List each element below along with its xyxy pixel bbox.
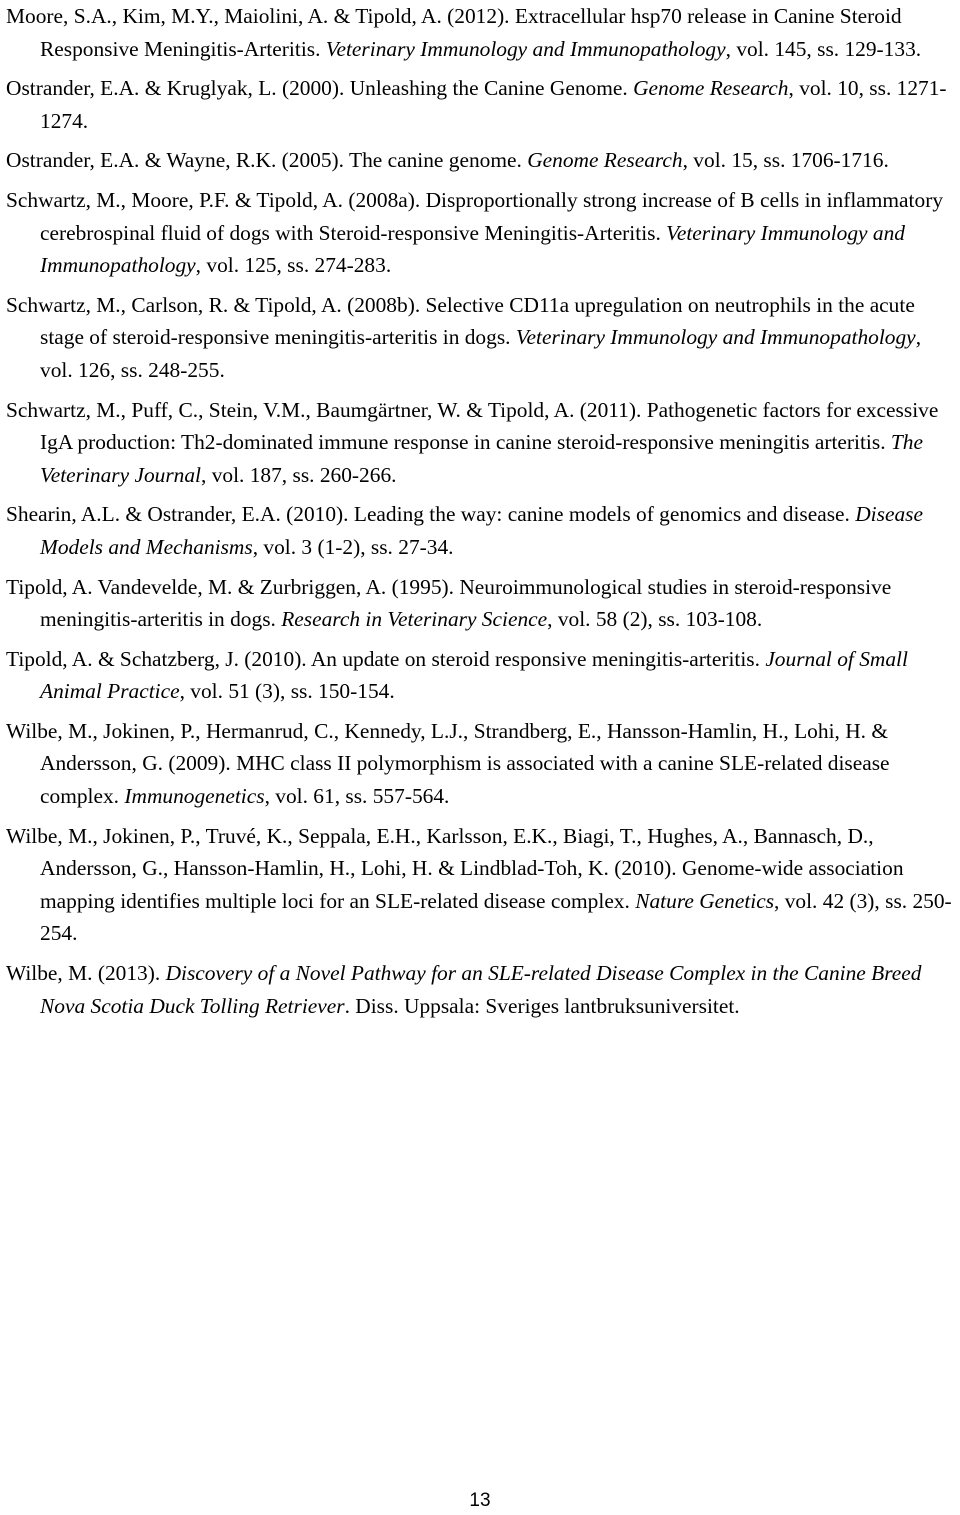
reference-details: , vol. 58 (2), ss. 103-108.	[547, 607, 763, 632]
reference-authors: Schwartz, M., Moore, P.F. & Tipold, A. (2008a).	[6, 187, 421, 212]
reference-authors: Wilbe, M., Jokinen, P., Hermanrud, C., Kennedy, L.J., Strandberg, E., Hansson-Hamlin, H., Lohi, H. & Andersson, G. (2009).	[6, 718, 888, 776]
reference-schwartz-2008a	[6, 184, 952, 282]
reference-authors: Schwartz, M., Carlson, R. & Tipold, A. (2008b).	[6, 292, 421, 317]
reference-title: MHC class II polymorphism is associated with a canine SLE-related disease complex.	[40, 751, 890, 809]
reference-source: Research in Veterinary Science	[281, 607, 548, 632]
reference-moore-2012	[6, 0, 952, 65]
reference-title: Selective CD11a upregulation on neutrophils in the acute stage of steroid-responsive meningitis-arteritis in dogs.	[40, 292, 915, 350]
reference-tipold-1995	[6, 571, 952, 636]
reference-wilbe-2013	[6, 957, 952, 1022]
reference-title: Extracellular hsp70 release in Canine Steroid Responsive Meningitis-Arteritis.	[40, 4, 902, 61]
reference-schwartz-2008b	[6, 289, 952, 387]
reference-authors: Shearin, A.L. & Ostrander, E.A. (2010).	[6, 502, 349, 527]
reference-wilbe-2010	[6, 820, 952, 950]
reference-source: Genome Research	[633, 76, 789, 101]
reference-authors: Schwartz, M., Puff, C., Stein, V.M., Baumgärtner, W. & Tipold, A. (2011).	[6, 397, 642, 422]
reference-ostrander-2000	[6, 72, 952, 137]
reference-source: Veterinary Immunology and Immunopathology	[515, 325, 916, 350]
reference-title: Neuroimmunological studies in steroid-responsive meningitis-arteritis in dogs.	[40, 574, 892, 632]
reference-title: The canine genome.	[349, 148, 522, 173]
reference-details: , vol. 187, ss. 260-266.	[201, 462, 397, 487]
reference-details: , vol. 145, ss. 129-133.	[725, 36, 922, 61]
reference-title: Leading the way: canine models of genomics and disease.	[353, 502, 850, 527]
reference-details: , vol. 15, ss. 1706-1716.	[682, 148, 889, 173]
reference-ostrander-2005	[6, 144, 952, 177]
reference-shearin-2010	[6, 498, 952, 563]
reference-authors: Ostrander, E.A. & Wayne, R.K. (2005).	[6, 148, 345, 173]
reference-tipold-2010	[6, 643, 952, 708]
reference-details: , vol. 51 (3), ss. 150-154.	[179, 679, 395, 704]
reference-source: Nature Genetics	[635, 888, 775, 913]
page-number: 13	[469, 1490, 491, 1511]
reference-title: An update on steroid responsive meningitis-arteritis.	[310, 646, 760, 671]
reference-title: Unleashing the Canine Genome.	[349, 76, 628, 101]
reference-details: , vol. 126, ss. 248-255.	[40, 325, 922, 382]
reference-list	[6, 0, 952, 1022]
reference-details: , vol. 125, ss. 274-283.	[195, 253, 392, 278]
reference-details: , vol. 10, ss. 1271-1274.	[40, 76, 947, 133]
reference-title: Genome-wide association mapping identifies multiple loci for an SLE-related disease complex.	[40, 856, 904, 913]
reference-title: Pathogenetic factors for excessive IgA production: Th2-dominated immune response in canine steroid-responsive meningitis arteritis.	[40, 397, 939, 455]
reference-details: , vol. 42 (3), ss. 250-254.	[40, 888, 952, 946]
reference-details: . Diss. Uppsala: Sveriges lantbruksuniversitet.	[344, 993, 740, 1018]
reference-authors: Tipold, A. Vandevelde, M. & Zurbriggen, A. (1995).	[6, 574, 454, 599]
reference-title: Discovery of a Novel Pathway for an SLE-related Disease Complex in the Canine Breed Nova Scotia Duck Tolling Retriever	[40, 961, 922, 1018]
reference-authors: Tipold, A. & Schatzberg, J. (2010).	[6, 646, 307, 671]
reference-source: Veterinary Immunology and Immunopathology	[40, 220, 905, 278]
reference-source: The Veterinary Journal	[40, 430, 923, 487]
reference-source: Journal of Small Animal Practice	[40, 646, 908, 704]
reference-authors: Wilbe, M. (2013).	[6, 961, 161, 986]
reference-title: Disproportionally strong increase of B cells in inflammatory cerebrospinal fluid of dogs with Steroid-responsive Meningitis-Arteritis.	[40, 187, 944, 245]
reference-source: Disease Models and Mechanisms	[40, 502, 923, 559]
reference-source: Immunogenetics	[124, 784, 265, 809]
reference-wilbe-2009	[6, 715, 952, 813]
reference-authors: Wilbe, M., Jokinen, P., Truvé, K., Seppala, E.H., Karlsson, E.K., Biagi, T., Hughes, A., Bannasch, D., Andersson, G., Hansson-Hamlin, H., Lohi, H. & Lindblad-Toh, K. (2010).	[6, 823, 874, 881]
reference-authors: Ostrander, E.A. & Kruglyak, L. (2000).	[6, 76, 345, 101]
reference-schwartz-2011	[6, 394, 952, 492]
reference-authors: Moore, S.A., Kim, M.Y., Maiolini, A. & Tipold, A. (2012).	[6, 4, 510, 28]
reference-details: , vol. 61, ss. 557-564.	[264, 784, 450, 809]
reference-details: , vol. 3 (1-2), ss. 27-34.	[252, 534, 454, 559]
reference-source: Veterinary Immunology and Immunopathology	[325, 36, 726, 61]
reference-source: Genome Research	[527, 148, 683, 173]
